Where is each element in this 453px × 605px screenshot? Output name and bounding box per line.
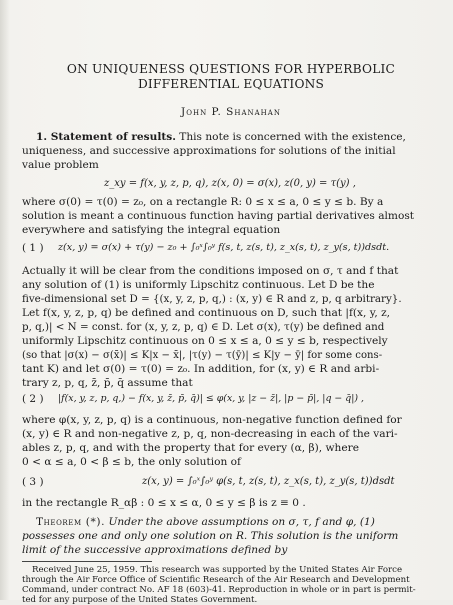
paragraph-line: where σ(0) = τ(0) = z₀, on a rectangle R: 0 ≤ x ≤ a, 0 ≤ y ≤ b. By a [22, 196, 384, 208]
theorem-text-line: possesses one and only one solution on R. This solution is the uniform [22, 530, 399, 542]
section-heading: 1. Statement of results. [36, 131, 176, 143]
equation-body: |f(x, y, z, p, q,) − f(x, y, z̄, p̄, q̄)| ≤ φ(x, y, |z − z̄|, |p − p̄|, |q − q̄|) , [58, 393, 365, 404]
equation-body: z(x, y) = σ(x) + τ(y) − z₀ + ∫₀ˣ∫₀ʸ f(s, t, z(s, t), z_x(s, t), z_y(s, t))dsdt. [58, 242, 390, 253]
equation-initial-value-problem: z_xy = f(x, y, z, p, q), z(x, 0) = σ(x), z(0, y) = τ(y) , [104, 178, 356, 189]
footnote-line: ted for any purpose of the United States Government. [22, 595, 258, 605]
paragraph-line: Let f(x, y, z, p, q) be defined and continuous on D, such that |f(x, y, z, [22, 307, 391, 319]
paragraph-line: solution is meant a continuous function having partial derivatives almost [22, 210, 415, 222]
paragraph-line: (so that |σ(x) − σ(x̄)| ≤ K|x − x̄|, |τ(y) − τ(ȳ)| ≤ K|y − ȳ| for some cons- [22, 350, 383, 361]
equation-3 [22, 474, 440, 492]
paragraph-line: trary z, p, q, z̄, p̄, q̄ assume that [22, 377, 193, 389]
footnote-line: through the Air Force Office of Scientific Research of the Air Research and Development [22, 575, 410, 585]
paragraph-line: 0 < α ≤ a, 0 < β ≤ b, the only solution of [22, 456, 241, 468]
author-name: John P. Shanahan [181, 106, 281, 118]
section-text-line: uniqueness, and successive approximations for solutions of the initial [22, 145, 396, 157]
footnote-rule [22, 561, 152, 562]
paragraph-line: five-dimensional set D = {(x, y, z, p, q,) : (x, y) ∈ R and z, p, q arbitrary}. [22, 293, 402, 305]
paragraph-line: Actually it will be clear from the conditions imposed on σ, τ and f that [22, 265, 399, 277]
paragraph-line: p, q,)| < N = const. for (x, y, z, p, q) ∈ D. Let σ(x), τ(y) be defined and [22, 321, 385, 333]
paragraph-line: ables z, p, q, and with the property that for every (α, β), where [22, 442, 359, 454]
paragraph-line: uniformly Lipschitz continuous on 0 ≤ x ≤ a, 0 ≤ y ≤ b, respectively [22, 335, 388, 347]
paragraph-line: (x, y) ∈ R and non-negative z, p, q, non-decreasing in each of the vari- [22, 428, 398, 440]
paragraph-line: any solution of (1) is uniformly Lipschitz continuous. Let D be the [22, 279, 375, 291]
equation-2 [22, 393, 440, 409]
footnote-line: Command, under contract No. AF 18 (603)-41. Reproduction in whole or in part is permit- [22, 585, 416, 595]
page-edge-shadow [0, 0, 10, 600]
paragraph-line: in the rectangle R_αβ : 0 ≤ x ≤ α, 0 ≤ y ≤ β is z ≡ 0 . [22, 497, 306, 509]
theorem-first-line [36, 516, 375, 529]
equation-1 [22, 240, 440, 260]
theorem-text-line: Under the above assumptions on σ, τ, f and φ, (1) [108, 516, 375, 528]
equation-number: ( 2 ) [22, 393, 44, 405]
theorem-text-line: limit of the successive approximations defined by [22, 544, 288, 556]
section-text-line: value problem [22, 159, 99, 171]
equation-number: ( 1 ) [22, 242, 44, 254]
equation-number: ( 3 ) [22, 476, 44, 488]
section-text-line: This note is concerned with the existence, [179, 131, 406, 143]
section-1-first-line [36, 131, 406, 144]
theorem-label: Theorem (*). [36, 516, 106, 528]
paper-title-line-1: ON UNIQUENESS QUESTIONS FOR HYPERBOLIC [66, 62, 396, 76]
paragraph-line: tant K) and let σ(0) = τ(0) = z₀. In addition, for (x, y) ∈ R and arbi- [22, 363, 380, 375]
footnote-line: Received June 25, 1959. This research was supported by the United States Air Force [32, 565, 403, 575]
equation-body: z(x, y) = ∫₀ˣ∫₀ʸ φ(s, t, z(s, t), z_x(s, t), z_y(s, t))dsdt [142, 476, 395, 487]
paragraph-line: everywhere and satisfying the integral equation [22, 224, 281, 236]
paper-title-line-2: DIFFERENTIAL EQUATIONS [137, 77, 325, 91]
paragraph-line: where φ(x, y, z, p, q) is a continuous, non-negative function defined for [22, 414, 402, 426]
